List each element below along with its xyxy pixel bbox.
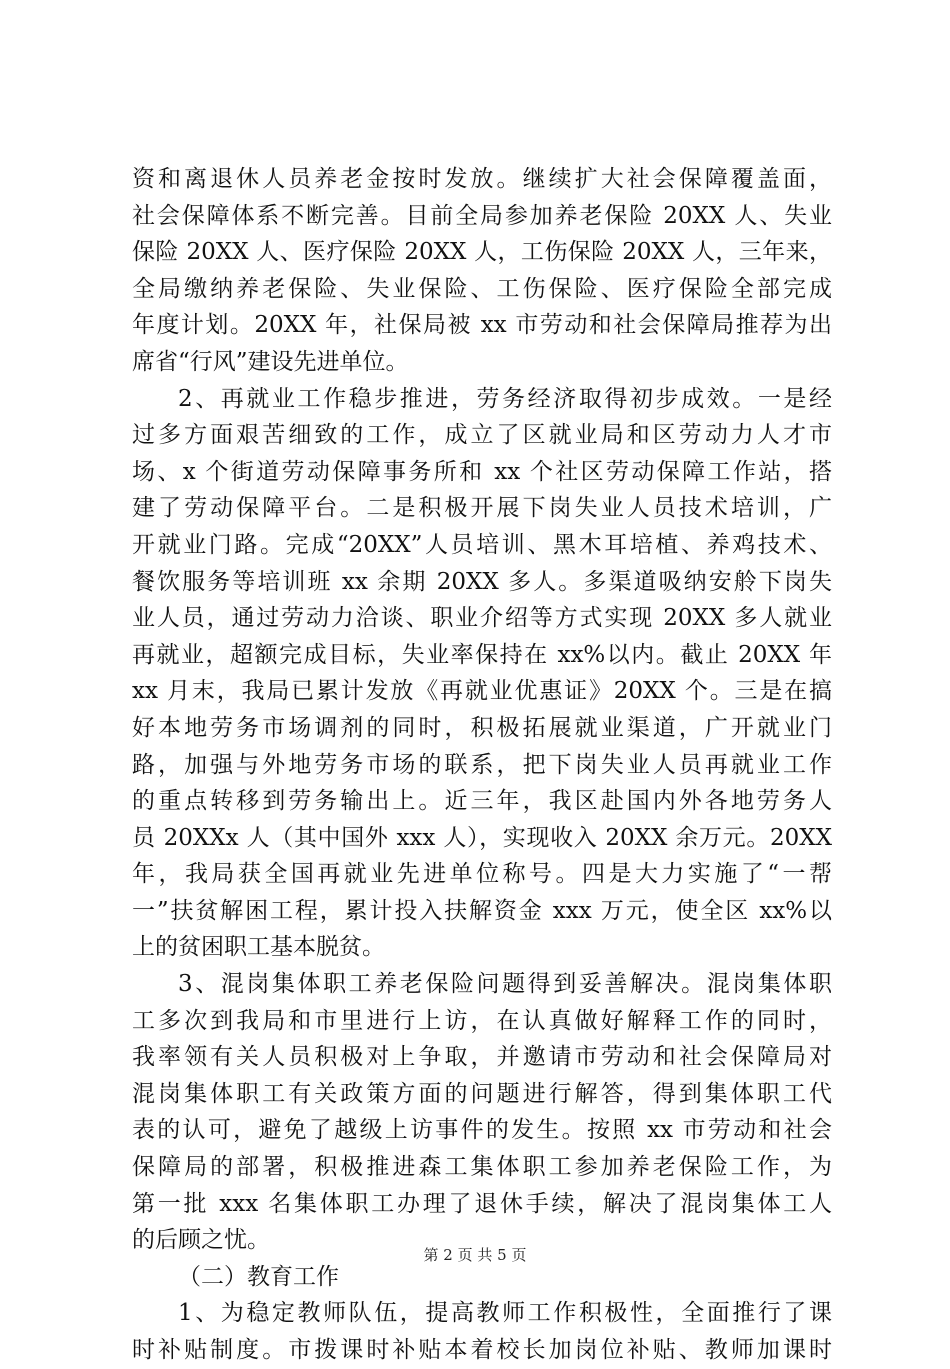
body-text-line: 年度计划。20XX 年，社保局被 xx 市劳动和社会保障局推荐为出 — [132, 312, 832, 339]
body-text-line: 员 20XXx 人（其中国外 xxx 人），实现收入 20XX 余万元。20XX — [132, 824, 832, 851]
body-text-line: 再就业，超额完成目标，失业率保持在 xx%以内。截止 20XX 年 — [132, 641, 832, 668]
body-text-line: 年，我局获全国再就业先进单位称号。四是大力实施了“一帮 — [132, 861, 832, 888]
body-text-line: 的后顾之忧。 — [132, 1227, 270, 1254]
body-text-line: 2、再就业工作稳步推进，劳务经济取得初步成效。一是经 — [178, 385, 832, 412]
body-text-line: 开就业门路。完成“20XX”人员培训、黑木耳培植、养鸡技术、 — [132, 531, 832, 558]
body-text-line: 第一批 xxx 名集体职工办理了退休手续，解决了混岗集体工人 — [132, 1190, 832, 1217]
document-body — [132, 161, 832, 1369]
body-text-line: 时补贴制度。市拨课时补贴本着校长加岗位补贴、教师加课时 — [132, 1337, 832, 1363]
body-text-line: 我率领有关人员积极对上争取，并邀请市劳动和社会保障局对 — [132, 1044, 832, 1071]
body-text-line: 场、x 个街道劳动保障事务所和 xx 个社区劳动保障工作站，搭 — [132, 458, 832, 485]
body-text-line: 1、为稳定教师队伍，提高教师工作积极性，全面推行了课 — [178, 1300, 832, 1327]
body-text-line: （二）教育工作 — [178, 1263, 339, 1290]
body-text-line: 资和离退休人员养老金按时发放。继续扩大社会保障覆盖面， — [132, 166, 832, 192]
body-text-line: 保险 20XX 人、医疗保险 20XX 人，工伤保险 20XX 人，三年来， — [132, 239, 832, 266]
body-text-line: 保障局的部署，积极推进森工集体职工参加养老保险工作，为 — [132, 1154, 832, 1181]
body-text-line: 表的认可，避免了越级上访事件的发生。按照 xx 市劳动和社会 — [132, 1117, 832, 1144]
body-text-line: 的重点转移到劳务输出上。近三年，我区赴国内外各地劳务人 — [132, 788, 832, 815]
body-text-line: 餐饮服务等培训班 xx 余期 20XX 多人。多渠道吸纳安舲下岗失 — [132, 568, 832, 595]
body-text-line: 社会保障体系不断完善。目前全局参加养老保险 20XX 人、失业 — [132, 202, 832, 229]
body-text-line: 3、混岗集体职工养老保险问题得到妥善解决。混岗集体职 — [178, 971, 832, 998]
body-text-line: 混岗集体职工有关政策方面的问题进行解答，得到集体职工代 — [132, 1080, 832, 1107]
body-text-line: 工多次到我局和市里进行上访，在认真做好解释工作的同时， — [132, 1007, 832, 1034]
body-text-line: 上的贫困职工基本脱贫。 — [132, 934, 385, 961]
page-footer: 第 2 页 共 5 页 — [423, 1246, 527, 1264]
body-text-line: 一”扶贫解困工程，累计投入扶解资金 xxx 万元，使全区 xx%以 — [132, 897, 832, 924]
body-text-line: 过多方面艰苦细致的工作，成立了区就业局和区劳动力人才市 — [132, 422, 832, 449]
body-text-line: 建了劳动保障平台。二是积极开展下岗失业人员技术培训，广 — [132, 495, 832, 522]
body-text-line: 全局缴纳养老保险、失业保险、工伤保险、医疗保险全部完成 — [132, 275, 832, 302]
body-text-line: xx 月末，我局已累计发放《再就业优惠证》20XX 个。三是在搞 — [132, 678, 832, 705]
body-text-line: 业人员，通过劳动力洽谈、职业介绍等方式实现 20XX 多人就业 — [132, 605, 832, 632]
body-text-line: 席省“行风”建设先进单位。 — [132, 348, 409, 375]
body-text-line: 路，加强与外地劳务市场的联系，把下岗失业人员再就业工作 — [132, 751, 832, 778]
body-text-line: 好本地劳务市场调剂的同时，积极拓展就业渠道，广开就业门 — [132, 714, 832, 741]
